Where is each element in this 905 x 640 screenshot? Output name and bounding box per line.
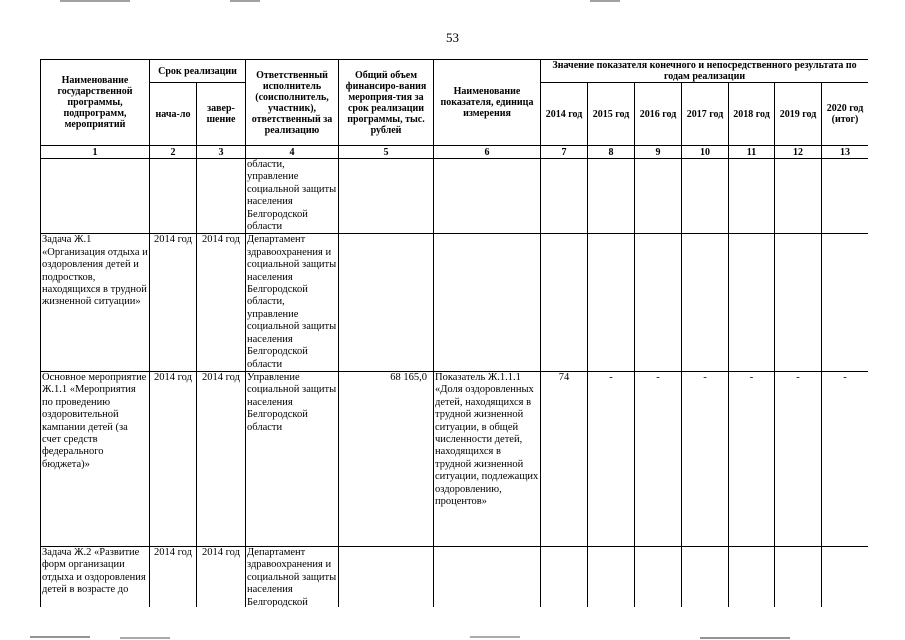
cell-end xyxy=(197,159,246,234)
cell-value-2015 xyxy=(588,546,635,607)
cell-start: 2014 год xyxy=(150,234,197,371)
cell-responsible: области, управление социальной защиты населения Белгородской области xyxy=(246,159,339,234)
header-year-2018: 2018 год xyxy=(729,83,775,146)
header-end: завер-шение xyxy=(197,83,246,146)
cell-value-2015: - xyxy=(588,371,635,546)
cell-value-2019 xyxy=(775,234,822,371)
cell-value-2020 xyxy=(822,546,869,607)
program-table xyxy=(40,59,868,607)
header-indicator: Наименование показателя, единица измерения xyxy=(434,60,541,146)
program-table-container xyxy=(40,59,868,607)
cell-value-2020 xyxy=(822,159,869,234)
header-year-2015: 2015 год xyxy=(588,83,635,146)
cell-indicator xyxy=(434,234,541,371)
cell-value-2018 xyxy=(729,159,775,234)
cell-value-2014 xyxy=(541,234,588,371)
header-year-2016: 2016 год xyxy=(635,83,682,146)
cell-value-2016 xyxy=(635,159,682,234)
cell-value-2014 xyxy=(541,159,588,234)
scan-bottom-edge xyxy=(0,634,905,640)
header-year-2017: 2017 год xyxy=(682,83,729,146)
header-start: нача-ло xyxy=(150,83,197,146)
cell-start: 2014 год xyxy=(150,546,197,607)
table-row xyxy=(41,159,869,234)
cell-name xyxy=(41,159,150,234)
cell-name: Основное мероприятие Ж.1.1 «Мероприятия по проведению оздоровительной кампании детей (за счет средств федерального бюджета)» xyxy=(41,371,150,546)
table-row xyxy=(41,371,869,546)
cell-value-2019 xyxy=(775,546,822,607)
cell-value-2016 xyxy=(635,234,682,371)
cell-volume xyxy=(339,159,434,234)
cell-value-2018 xyxy=(729,234,775,371)
cell-volume xyxy=(339,546,434,607)
table-row xyxy=(41,546,869,607)
col-number: 10 xyxy=(682,146,729,159)
col-number: 1 xyxy=(41,146,150,159)
header-volume: Общий объем финансиро-вания мероприя-тия за срок реализации программы, тыс. рублей xyxy=(339,60,434,146)
cell-volume: 68 165,0 xyxy=(339,371,434,546)
header-name: Наименование государственной программы, подпрограмм, мероприятий xyxy=(41,60,150,146)
col-number: 12 xyxy=(775,146,822,159)
cell-value-2019: - xyxy=(775,371,822,546)
col-number: 6 xyxy=(434,146,541,159)
table-row xyxy=(41,234,869,371)
cell-end: 2014 год xyxy=(197,371,246,546)
header-year-2019: 2019 год xyxy=(775,83,822,146)
cell-value-2018: - xyxy=(729,371,775,546)
cell-name: Задача Ж.2 «Развитие форм организации отдыха и оздоровления детей в возрасте до xyxy=(41,546,150,607)
cell-start xyxy=(150,159,197,234)
col-number: 8 xyxy=(588,146,635,159)
col-number: 5 xyxy=(339,146,434,159)
cell-value-2017 xyxy=(682,159,729,234)
cell-value-2015 xyxy=(588,234,635,371)
cell-end: 2014 год xyxy=(197,546,246,607)
cell-value-2016 xyxy=(635,546,682,607)
col-number: 2 xyxy=(150,146,197,159)
header-values: Значение показателя конечного и непосредственного результата по годам реализации xyxy=(541,60,869,83)
page-number: 53 xyxy=(446,30,459,45)
cell-value-2017 xyxy=(682,234,729,371)
cell-value-2017: - xyxy=(682,371,729,546)
cell-value-2020 xyxy=(822,234,869,371)
cell-indicator: Показатель Ж.1.1.1 «Доля оздоровленных детей, находящихся в трудной жизненной ситуации, в общей численности детей, находящихся в трудной жизненной ситуации, подлежащих оздоровлению, процентов» xyxy=(434,371,541,546)
cell-value-2016: - xyxy=(635,371,682,546)
cell-indicator xyxy=(434,159,541,234)
cell-start: 2014 год xyxy=(150,371,197,546)
cell-value-2014 xyxy=(541,546,588,607)
col-number: 9 xyxy=(635,146,682,159)
header-year-2014: 2014 год xyxy=(541,83,588,146)
header-row-1 xyxy=(41,60,869,83)
header-year-2020: 2020 год (итог) xyxy=(822,83,869,146)
cell-responsible: Управление социальной защиты населения Белгородской области xyxy=(246,371,339,546)
cell-end: 2014 год xyxy=(197,234,246,371)
cell-value-2014: 74 xyxy=(541,371,588,546)
cell-volume xyxy=(339,234,434,371)
scan-top-edge xyxy=(0,0,905,3)
cell-name: Задача Ж.1 «Организация отдыха и оздоровления детей и подростков, находящихся в трудной жизненной ситуации» xyxy=(41,234,150,371)
header-term: Срок реализации xyxy=(150,60,246,83)
cell-indicator xyxy=(434,546,541,607)
col-number: 13 xyxy=(822,146,869,159)
cell-responsible: Департамент здравоохранения и социальной защиты населения Белгородской xyxy=(246,546,339,607)
column-number-row xyxy=(41,146,869,159)
col-number: 3 xyxy=(197,146,246,159)
cell-value-2015 xyxy=(588,159,635,234)
cell-responsible: Департамент здравоохранения и социальной защиты населения Белгородской области, управление социальной защиты населения Белгородской области xyxy=(246,234,339,371)
cell-value-2020: - xyxy=(822,371,869,546)
cell-value-2017 xyxy=(682,546,729,607)
col-number: 7 xyxy=(541,146,588,159)
cell-value-2018 xyxy=(729,546,775,607)
col-number: 4 xyxy=(246,146,339,159)
col-number: 11 xyxy=(729,146,775,159)
header-responsible: Ответственный исполнитель (соисполнитель, участник), ответственный за реализацию xyxy=(246,60,339,146)
cell-value-2019 xyxy=(775,159,822,234)
